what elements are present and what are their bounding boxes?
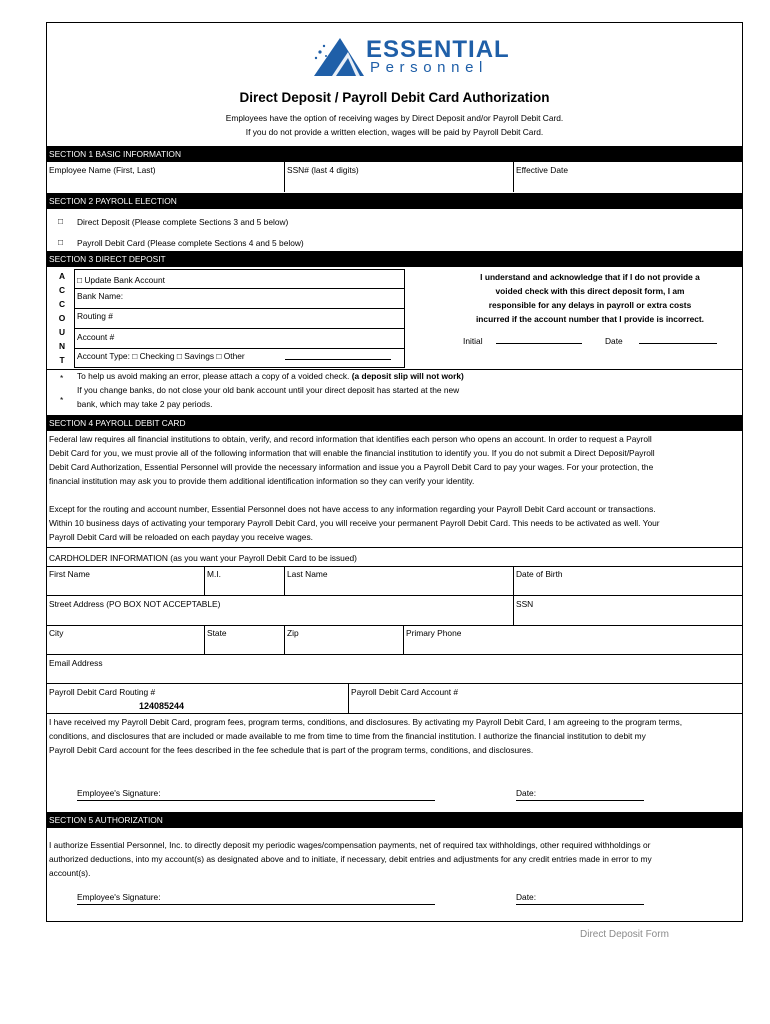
ssn-field[interactable]: SSN bbox=[516, 599, 534, 609]
ack-line: I understand and acknowledge that if I do not provide a bbox=[480, 272, 700, 282]
ack-line: incurred if the account number that I provide is incorrect. bbox=[475, 314, 705, 324]
primary-phone-field[interactable]: Primary Phone bbox=[406, 628, 462, 638]
routing-number-field[interactable]: Routing # bbox=[77, 311, 113, 321]
account-type-options[interactable]: Account Type: □ Checking □ Savings □ Other bbox=[77, 351, 245, 361]
para-line: authorized deductions, into my account(s) as designated above and to initiate, if necessary, debit entries and adjustments for any credit entries made in error to my bbox=[49, 854, 652, 864]
para-line: financial institution may ask you to provide them additional identification information so they can verify your identity. bbox=[49, 476, 475, 486]
logo-word-personnel: Personnel bbox=[370, 59, 488, 76]
email-address-field[interactable]: Email Address bbox=[49, 658, 103, 668]
direct-deposit-checkbox[interactable]: □ bbox=[58, 216, 64, 226]
para-line: Federal law requires all financial institutions to obtain, verify, and record information that identifies each person who opens an account. In order to request a Payroll bbox=[49, 434, 652, 444]
section5-date-label: Date: bbox=[516, 892, 537, 902]
para-line: I have received my Payroll Debit Card, program fees, program terms, conditions, and disclosures. By activating my Payroll Debit Card, I am agreeing to the program terms, bbox=[49, 717, 683, 727]
zip-field[interactable]: Zip bbox=[287, 628, 299, 638]
section5-signature-label: Employee's Signature: bbox=[77, 892, 161, 902]
employee-name-field[interactable]: Employee Name (First, Last) bbox=[49, 165, 156, 175]
update-bank-checkbox[interactable]: □ Update Bank Account bbox=[77, 275, 165, 285]
account-vertical-label bbox=[57, 269, 67, 367]
section4-signature-label: Employee's Signature: bbox=[77, 788, 161, 798]
section4-signature-line[interactable] bbox=[77, 800, 435, 801]
account-letter: C bbox=[58, 299, 66, 309]
form-frame bbox=[46, 22, 743, 922]
para-line: Within 10 business days of activating your temporary Payroll Debit Card, you will receive your permanent Payroll Debit Card. This needs to be activated as well. Your bbox=[49, 518, 660, 528]
ack-line: voided check with this direct deposit form, I am bbox=[495, 286, 685, 296]
debit-card-option-label: Payroll Debit Card (Please complete Sections 4 and 5 below) bbox=[77, 238, 304, 248]
para-line: account(s). bbox=[49, 868, 91, 878]
account-letter: U bbox=[58, 327, 66, 337]
authorization-paragraph bbox=[49, 838, 741, 880]
section4-date-line[interactable] bbox=[516, 800, 644, 801]
direct-deposit-option-label: Direct Deposit (Please complete Sections 3 and 5 below) bbox=[77, 217, 289, 227]
section4-date-label: Date: bbox=[516, 788, 537, 798]
access-paragraph bbox=[49, 502, 741, 544]
debit-card-account-field[interactable]: Payroll Debit Card Account # bbox=[351, 687, 459, 697]
date-of-birth-field[interactable]: Date of Birth bbox=[516, 569, 563, 579]
account-letter: N bbox=[58, 341, 66, 351]
debit-card-checkbox[interactable]: □ bbox=[58, 237, 64, 247]
section-5-header: SECTION 5 AUTHORIZATION bbox=[47, 812, 742, 828]
account-letter: C bbox=[58, 285, 66, 295]
para-line: Except for the routing and account number, Essential Personnel does not have access to any information regarding your Payroll Debit Card account or transactions. bbox=[49, 504, 656, 514]
deposit-slip-warning: (a deposit slip will not work) bbox=[351, 371, 464, 381]
section-2-header: SECTION 2 PAYROLL ELECTION bbox=[47, 193, 742, 209]
account-letter: T bbox=[59, 355, 65, 365]
voided-check-note bbox=[77, 371, 464, 381]
intro-line-2: If you do not provide a written election, wages will be paid by Payroll Debit Card. bbox=[245, 127, 544, 137]
state-field[interactable]: State bbox=[207, 628, 227, 638]
para-line: Debit Card for you, we must provie all of the following information that will enable the financial institution to identify you. If you do not submit a Direct Deposit/Payroll bbox=[49, 448, 655, 458]
ack-date-line[interactable] bbox=[639, 343, 717, 344]
bank-name-field[interactable]: Bank Name: bbox=[77, 291, 124, 301]
debit-card-routing-label: Payroll Debit Card Routing # bbox=[49, 687, 156, 697]
para-line: I authorize Essential Personnel, Inc. to directly deposit my periodic wages/compensation payments, net of required tax withholdings, other required withholdings or bbox=[49, 840, 651, 850]
section5-signature-line[interactable] bbox=[77, 904, 435, 905]
section-3-header: SECTION 3 DIRECT DEPOSIT bbox=[47, 251, 742, 267]
cardholder-info-header: CARDHOLDER INFORMATION (as you want your Payroll Debit Card to be issued) bbox=[49, 553, 357, 563]
page-title: Direct Deposit / Payroll Debit Card Authorization bbox=[239, 90, 550, 105]
middle-initial-field[interactable]: M.I. bbox=[207, 569, 221, 579]
first-name-field[interactable]: First Name bbox=[49, 569, 90, 579]
debit-card-routing-value: 124085244 bbox=[139, 701, 185, 711]
voided-check-note-text: To help us avoid making an error, please attach a copy of a voided check. bbox=[77, 371, 350, 381]
ack-date-label: Date bbox=[605, 336, 623, 346]
city-field[interactable]: City bbox=[49, 628, 64, 638]
section-4-header: SECTION 4 PAYROLL DEBIT CARD bbox=[47, 415, 742, 431]
note-bullet: * bbox=[60, 373, 64, 383]
change-banks-note-1: If you change banks, do not close your old bank account until your direct deposit has started at the new bbox=[77, 385, 460, 395]
account-letter: O bbox=[58, 313, 66, 323]
logo-word-essential: ESSENTIAL bbox=[366, 36, 510, 63]
effective-date-field[interactable]: Effective Date bbox=[516, 165, 568, 175]
account-number-field[interactable]: Account # bbox=[77, 332, 115, 342]
program-terms-paragraph bbox=[49, 715, 742, 757]
acknowledgement-text bbox=[435, 270, 745, 326]
ack-line: responsible for any delays in payroll or extra costs bbox=[488, 300, 692, 310]
initial-label: Initial bbox=[463, 336, 483, 346]
note-bullet: * bbox=[60, 395, 64, 405]
change-banks-note-2: bank, which may take 2 pay periods. bbox=[77, 399, 213, 409]
federal-law-paragraph bbox=[49, 432, 741, 488]
footer-form-name: Direct Deposit Form bbox=[580, 929, 669, 940]
para-line: Payroll Debit Card will be reloaded on each payday you receive wages. bbox=[49, 532, 313, 542]
section-1-header: SECTION 1 BASIC INFORMATION bbox=[47, 146, 742, 162]
section5-date-line[interactable] bbox=[516, 904, 644, 905]
intro-line-1: Employees have the option of receiving wages by Direct Deposit and/or Payroll Debit Card. bbox=[225, 113, 564, 123]
account-letter: A bbox=[58, 271, 66, 281]
ssn-last4-field[interactable]: SSN# (last 4 digits) bbox=[287, 165, 359, 175]
para-line: Debit Card Authorization, Essential Personnel will provide the necessary information and issue you a Payroll Debit Card to pay your wages. For your protection, the bbox=[49, 462, 654, 472]
para-line: conditions, and disclosures that are included or made available to me from time to time from the financial institution. I authorize the financial institution to debit my bbox=[49, 731, 646, 741]
initial-line[interactable] bbox=[496, 343, 582, 344]
street-address-field[interactable]: Street Address (PO BOX NOT ACCEPTABLE) bbox=[49, 599, 221, 609]
para-line: Payroll Debit Card account for the fees described in the fee schedule that is part of the program terms, conditions, and disclosures. bbox=[49, 745, 534, 755]
last-name-field[interactable]: Last Name bbox=[287, 569, 328, 579]
